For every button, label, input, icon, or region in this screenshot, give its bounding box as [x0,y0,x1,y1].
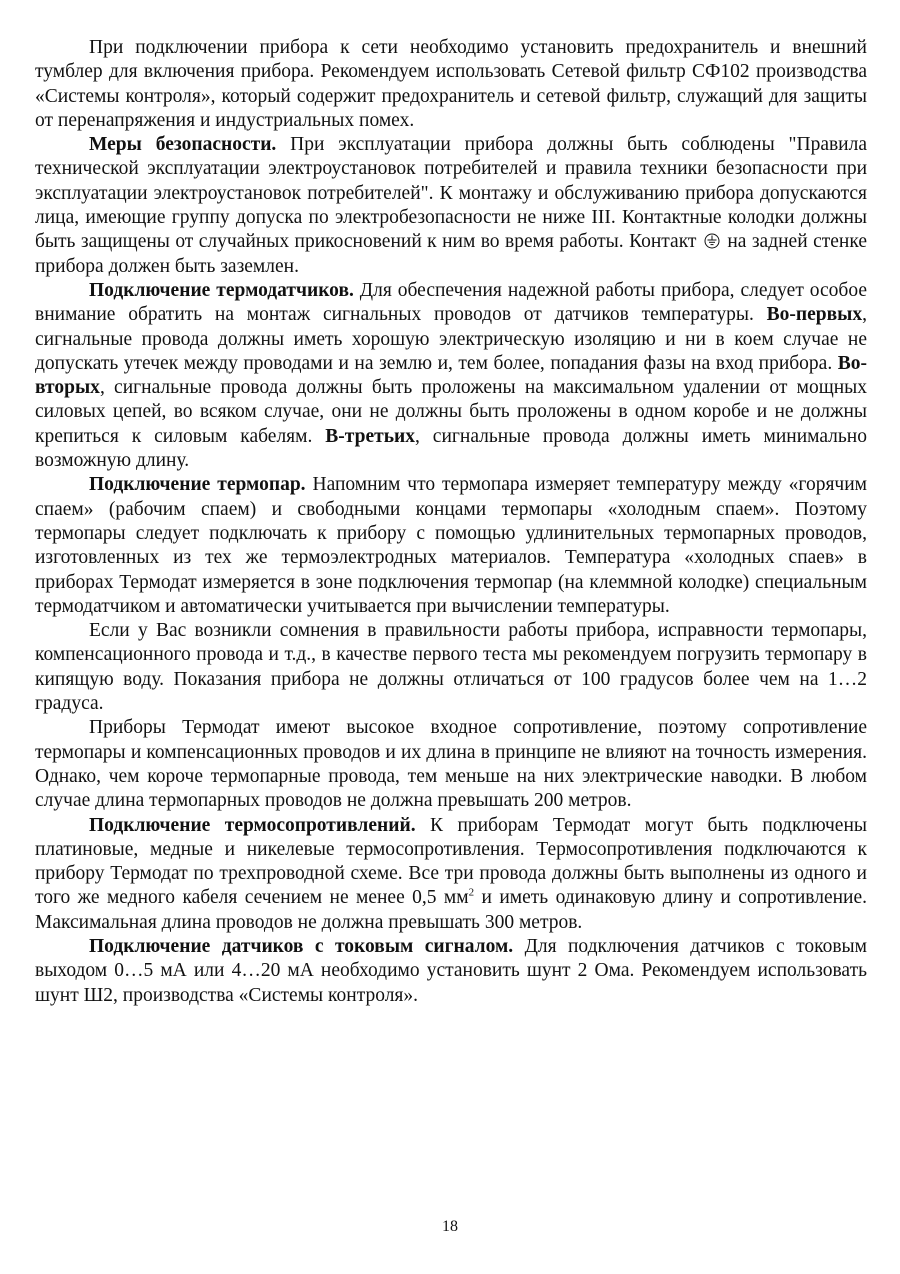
page-number: 18 [442,1218,458,1235]
paragraph-text: Приборы Термодат имеют высокое входное сопротивление, поэтому сопротивление термопары и компенсационных проводов и их длина в принципе не влияют на точность измерения. Однако, чем короче термопарные провода, тем меньше на них электрические наводки. В любом случае длина термопарных проводов не должна превышать 200 метров. [35,717,867,812]
paragraph-text: При эксплуатации прибора должны быть соблюдены "Правила технической эксплуатации электроустановок потребителей и правила техники безопасности при эксплуатации электроустановок потребителей". К монтажу и обслуживанию прибора допускаются лица, имеющие группу допуска по электробезопасности не ниже III. Контактные колодки должны быть защищены от случайных прикосновений к ним во время работы. Контакт [35,134,868,253]
paragraph-text: Для подключения датчиков с токовым выходом 0…5 мА или 4…20 мА необходимо установить шунт 2 Ома. Рекомендуем использовать шунт Ш2, производства «Системы контроля». [35,935,867,1006]
emphasis-third: В-третьих [325,425,415,447]
paragraph-current-sensors [35,935,867,1008]
paragraph-text: , сигнальные провода должны иметь минимально возможную длину. [35,425,867,472]
paragraph-text: на задней стенке прибора должен быть заземлен. [35,231,867,277]
paragraph-text: Для обеспечения надежной работы прибора, следует особое внимание обратить на монтаж сигнальных проводов от датчиков температуры. [35,279,867,326]
document-body [35,36,867,1008]
paragraph-text: и иметь одинаковую длину и сопротивление. Максимальная длина проводов не должна превышать 300 метров. [35,887,867,933]
paragraph-sensor-connection [35,279,867,473]
protective-earth-icon [704,233,720,249]
paragraph-intro [35,36,867,133]
section-heading-safety: Меры безопасности. [89,134,277,156]
paragraph-thermocouples [35,473,867,619]
section-heading-current-sensors: Подключение датчиков с токовым сигналом. [89,935,514,957]
paragraph-text: , сигнальные провода должны иметь хорошую электрическую изоляцию и ни в коем случае не допускать утечек между проводами и на землю и, тем более, попадания фазы на вход прибора. [35,304,867,374]
paragraph-boiling-test [35,619,867,716]
paragraph-input-resistance [35,716,867,813]
paragraph-rtd [35,814,867,935]
emphasis-first: Во-первых [766,304,863,326]
section-heading-sensors: Подключение термодатчиков. [89,279,354,301]
superscript: 2 [468,886,475,899]
section-heading-rtd: Подключение термосопротивлений. [89,814,416,836]
paragraph-text: Если у Вас возникли сомнения в правильности работы прибора, исправности термопары, компенсационного провода и т.д., в качестве первого теста мы рекомендуем погрузить термопару в кипящую воду. Показания прибора не должны отличаться от 100 градусов более чем на 1…2 градуса. [35,620,867,715]
section-heading-thermocouples: Подключение термопар. [89,474,306,496]
paragraph-text: К приборам Термодат могут быть подключены платиновые, медные и никелевые термосопротивления. Термосопротивления подключаются к прибору Термодат по трехпроводной схеме. Все три провода должны быть выполнены из одного и того же медного кабеля сечением не менее 0,5 мм [35,814,867,909]
paragraph-safety [35,133,867,279]
paragraph-text: При подключении прибора к сети необходимо установить предохранитель и внешний тумблер для включения прибора. Рекомендуем использовать Сетевой фильтр СФ102 производства «Системы контроля», который содержит предохранитель и сетевой фильтр, служащий для защиты от перенапряжения и индустриальных помех. [35,37,867,131]
paragraph-text: , сигнальные провода должны быть проложены на максимальном удалении от мощных силовых цепей, во всяком случае, они не должны быть проложены в одном коробе и не должны крепиться к силовым кабелям. [35,377,867,447]
paragraph-text: Напомним что термопара измеряет температуру между «горячим спаем» (рабочим спаем) и свободными концами термопары «холодным спаем». Поэтому термопары следует подключать к прибору с помощью удлинительных термопарных проводов, изготовленных из тех же термоэлектродных материалов. Температура «холодных спаев» в приборах Термодат измеряется в зоне подключения термопар (на клеммной колодке) специальным термодатчиком и автоматически учитывается при вычислении температуры. [35,474,867,617]
emphasis-second: Во-вторых [35,352,867,399]
